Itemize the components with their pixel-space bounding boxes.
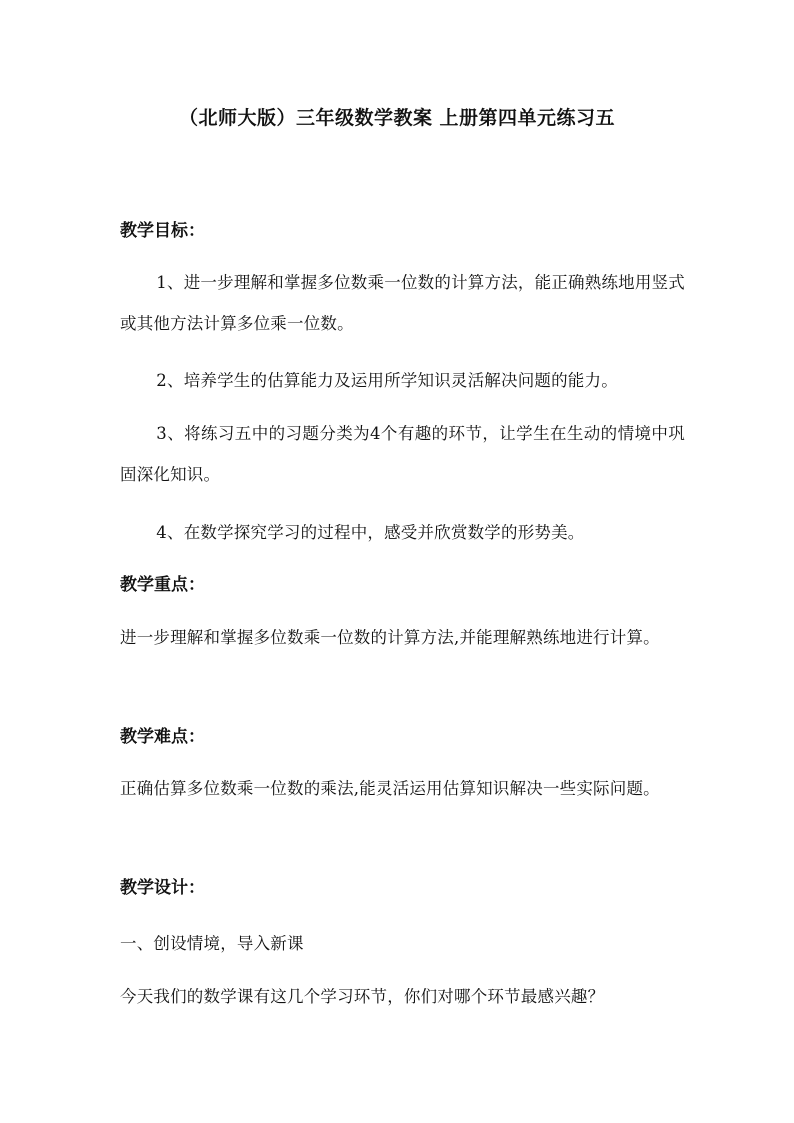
objectives-heading: 教学目标： (120, 221, 205, 241)
design-section-1-text: 今天我们的数学课有这几个学习环节，你们对哪个环节最感兴趣？ (120, 987, 605, 1006)
design-heading: 教学设计： (120, 878, 205, 898)
difficulties-text: 正确估算多位数乘一位数的乘法,能灵活运用估算知识解决一些实际问题。 (120, 779, 660, 798)
document-title: （北师大版）三年级数学教案 上册第四单元练习五 (178, 107, 616, 129)
key-points-heading: 教学重点： (120, 575, 205, 595)
objective-item-1: 1、进一步理解和掌握多位数乘一位数的计算方法，能正确熟练地用竖式或其他方法计算多位乘一位数。 (120, 273, 685, 333)
key-points-text: 进一步理解和掌握多位数乘一位数的计算方法,并能理解熟练地进行计算。 (120, 628, 660, 647)
objective-item-4: 4、在数学探究学习的过程中，感受并欣赏数学的形势美。 (156, 523, 585, 542)
objective-item-2: 2、培养学生的估算能力及运用所学知识灵活解决问题的能力。 (156, 371, 618, 390)
design-section-1-title: 一、创设情境，导入新课 (120, 934, 304, 953)
objective-item-3: 3、将练习五中的习题分类为4个有趣的环节，让学生在生动的情境中巩固深化知识。 (120, 424, 685, 484)
difficulties-heading: 教学难点： (120, 727, 205, 747)
